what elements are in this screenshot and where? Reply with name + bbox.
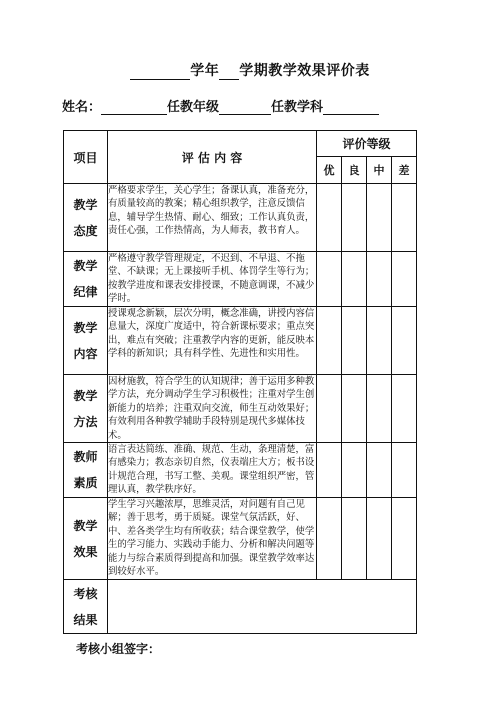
score-cell[interactable] — [317, 307, 342, 375]
criteria-cell: 严格要求学生，关心学生；备课认真，准备充分，有质量较高的教案；精心组织教学，注意反馈信息，辅导学生热情、耐心、细致；工作认真负责，责任心强，工作热情高，为人师表，教书育人。 — [108, 184, 317, 252]
grade-excellent: 优 — [317, 157, 342, 184]
grade-label: 任教年级 — [167, 100, 220, 115]
criteria-cell: 语言表达简练、准确、规范、生动，条理清楚，富有感染力；教态亲切自然，仪表端庄大方；板书设计规范合理，书写工整、美观。课堂组织严密，管理认真，教学秩序好。 — [108, 443, 317, 498]
score-cell[interactable] — [317, 498, 342, 580]
score-cell[interactable] — [317, 443, 342, 498]
score-cell[interactable] — [367, 375, 392, 443]
year-blank[interactable] — [130, 65, 190, 80]
teacher-info-line — [62, 96, 379, 115]
grade-poor: 差 — [392, 157, 417, 184]
header-level: 评价等级 — [317, 131, 417, 157]
category-cell: 教学 内容 — [64, 307, 108, 375]
category-cell: 教学 效果 — [64, 498, 108, 580]
category-cell: 教师 素质 — [64, 443, 108, 498]
score-cell[interactable] — [342, 498, 367, 580]
result-cell[interactable] — [108, 580, 417, 634]
score-cell[interactable] — [392, 443, 417, 498]
score-cell[interactable] — [392, 184, 417, 252]
score-cell[interactable] — [392, 498, 417, 580]
grade-good: 良 — [342, 157, 367, 184]
category-cell: 教学 态度 — [64, 184, 108, 252]
criteria-cell: 严格遵守教学管理规定，不迟到、不早退、不拖堂、不缺课；无上课接听手机、体罚学生等行为；按教学进度和课表安排授课，不随意调课，不减少学时。 — [108, 252, 317, 307]
table-row — [64, 580, 417, 634]
table-row — [64, 184, 417, 252]
evaluation-table — [63, 130, 417, 634]
table-row — [64, 498, 417, 580]
score-cell[interactable] — [342, 443, 367, 498]
score-cell[interactable] — [367, 252, 392, 307]
score-cell[interactable] — [342, 307, 367, 375]
score-cell[interactable] — [392, 252, 417, 307]
score-cell[interactable] — [367, 498, 392, 580]
table-row — [64, 252, 417, 307]
criteria-cell: 学生学习兴趣浓厚，思维灵活，对问题有自己见解；善于思考，勇于质疑。课堂气氛活跃，好、中、差各类学生均有所收获；结合课堂教学，使学生的学习能力、实践动手能力、分析和解决问题等能力与综合素质得到提高和加强。课堂教学效率达到较好水平。 — [108, 498, 317, 580]
score-cell[interactable] — [392, 375, 417, 443]
header-item: 项目 — [64, 131, 108, 184]
category-cell: 考核 结果 — [64, 580, 108, 634]
title-year-label: 学年 — [190, 63, 220, 79]
category-cell: 教学 方法 — [64, 375, 108, 443]
score-cell[interactable] — [317, 184, 342, 252]
name-blank[interactable] — [101, 100, 167, 115]
page-title — [0, 60, 500, 80]
signature-label: 考核小组签字： — [76, 642, 161, 656]
subject-blank[interactable] — [323, 100, 379, 115]
header-content: 评 估 内 容 — [108, 131, 317, 184]
score-cell[interactable] — [342, 375, 367, 443]
score-cell[interactable] — [342, 252, 367, 307]
title-main-text: 学期教学效果评价表 — [239, 63, 370, 79]
category-cell: 教学 纪律 — [64, 252, 108, 307]
grade-blank[interactable] — [219, 100, 271, 115]
score-cell[interactable] — [392, 307, 417, 375]
score-cell[interactable] — [317, 252, 342, 307]
criteria-cell: 授课观念新颖，层次分明，概念准确，讲授内容信息量大，深度广度适中，符合新课标要求；重点突出，难点有突破；注重教学内容的更新，能反映本学科的新知识；具有科学性、先进性和实用性。 — [108, 307, 317, 375]
name-label: 姓名： — [62, 100, 102, 115]
table-row — [64, 307, 417, 375]
score-cell[interactable] — [367, 443, 392, 498]
score-cell[interactable] — [367, 184, 392, 252]
term-blank[interactable] — [219, 65, 239, 80]
score-cell[interactable] — [342, 184, 367, 252]
grade-average: 中 — [367, 157, 392, 184]
table-row — [64, 375, 417, 443]
criteria-cell: 因材施教，符合学生的认知规律；善于运用多种教学方法，充分调动学生学习积极性；注重对学生创新能力的培养；注重双向交流，师生互动效果好；有效利用各种教学辅助手段特别是现代多媒体技术。 — [108, 375, 317, 443]
table-row — [64, 443, 417, 498]
subject-label: 任教学科 — [271, 100, 324, 115]
score-cell[interactable] — [317, 375, 342, 443]
score-cell[interactable] — [367, 307, 392, 375]
